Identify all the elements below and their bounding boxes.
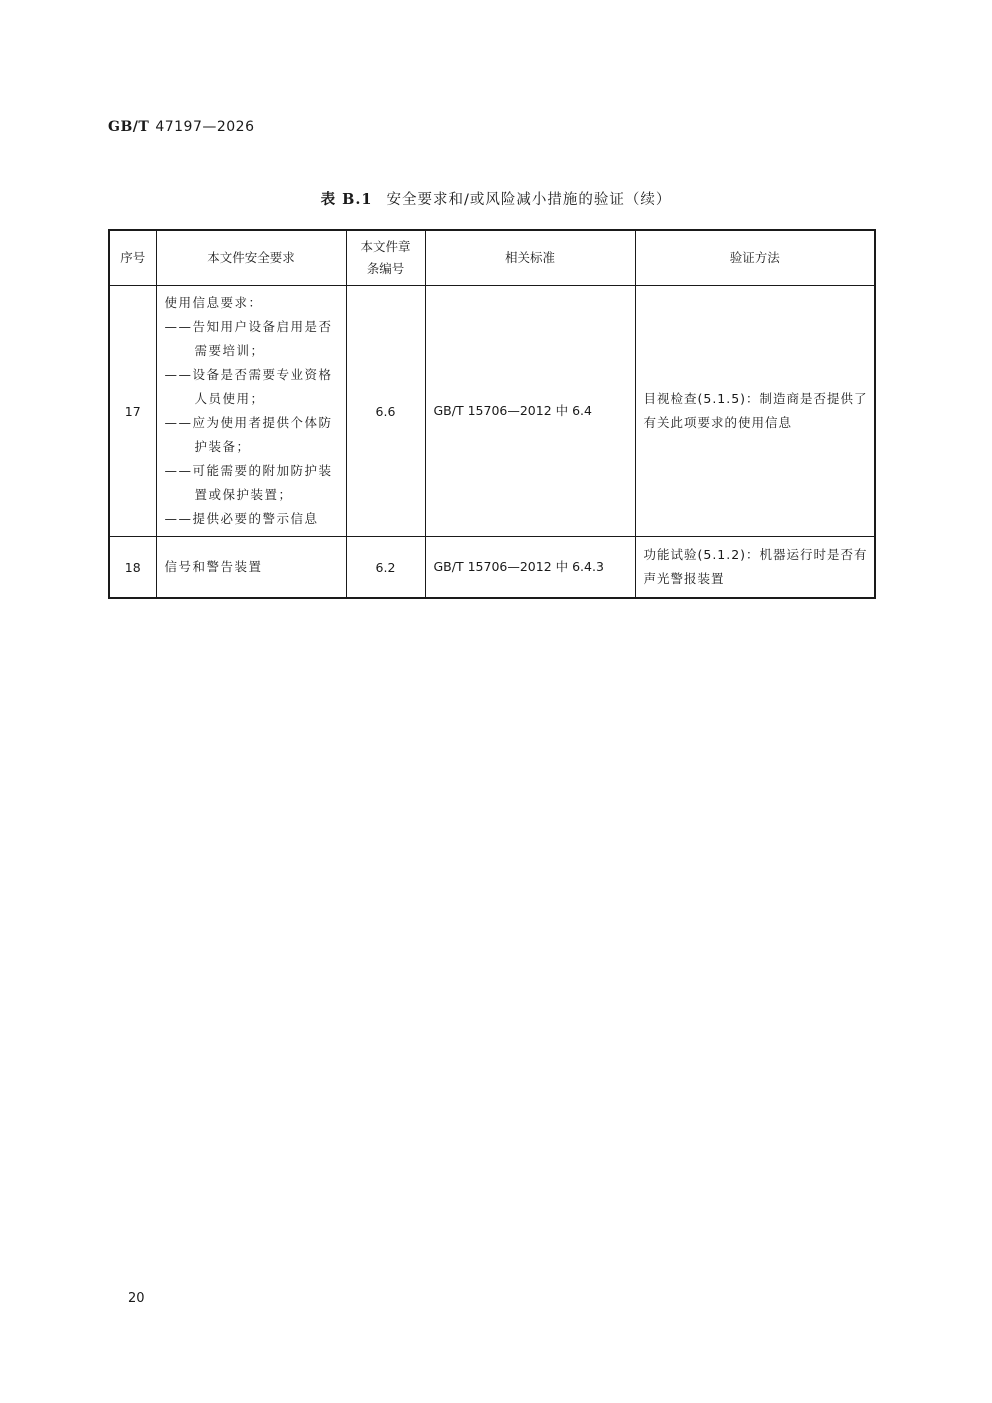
table-caption [0,188,992,209]
cell-no: 18 [109,537,156,599]
cell-standard: GB/T 15706—2012 中 6.4.3 [425,537,635,599]
col-header-no: 序号 [109,230,156,286]
requirement-item: ——可能需要的附加防护装置或保护装置； [164,463,333,502]
table-header-row [109,230,875,286]
requirement-title: 使用信息要求： [164,295,263,310]
requirement-title: 信号和警告装置 [164,559,263,574]
cell-requirement [156,286,346,537]
cell-standard: GB/T 15706—2012 中 6.4 [425,286,635,537]
table-row [109,286,875,537]
cell-no: 17 [109,286,156,537]
table-title: 安全要求和/或风险减小措施的验证（续） [386,192,672,208]
requirement-list [165,315,340,531]
col-header-clause-text: 本文件章条编号 [360,239,411,276]
requirement-item: ——应为使用者提供个体防护装备； [164,415,333,454]
cell-clause: 6.2 [346,537,425,599]
table-row [109,537,875,599]
requirement-item: ——设备是否需要专业资格人员使用； [164,367,333,406]
col-header-clause [346,230,425,286]
requirement-item: ——提供必要的警示信息 [164,511,319,526]
page-number: 20 [128,1291,145,1306]
verification-table [108,229,876,599]
cell-verification: 功能试验(5.1.2)：机器运行时是否有声光警报装置 [635,537,875,599]
standard-number: 47197—2026 [155,119,255,135]
cell-requirement [156,537,346,599]
col-header-verification: 验证方法 [635,230,875,286]
col-header-standard: 相关标准 [425,230,635,286]
cell-clause: 6.6 [346,286,425,537]
document-header [108,119,255,135]
col-header-requirement: 本文件安全要求 [156,230,346,286]
table-label: 表 B.1 [320,191,373,208]
cell-verification: 目视检查(5.1.5)：制造商是否提供了有关此项要求的使用信息 [635,286,875,537]
requirement-item: ——告知用户设备启用是否需要培训； [164,319,333,358]
standard-prefix: GB/T [108,119,150,135]
